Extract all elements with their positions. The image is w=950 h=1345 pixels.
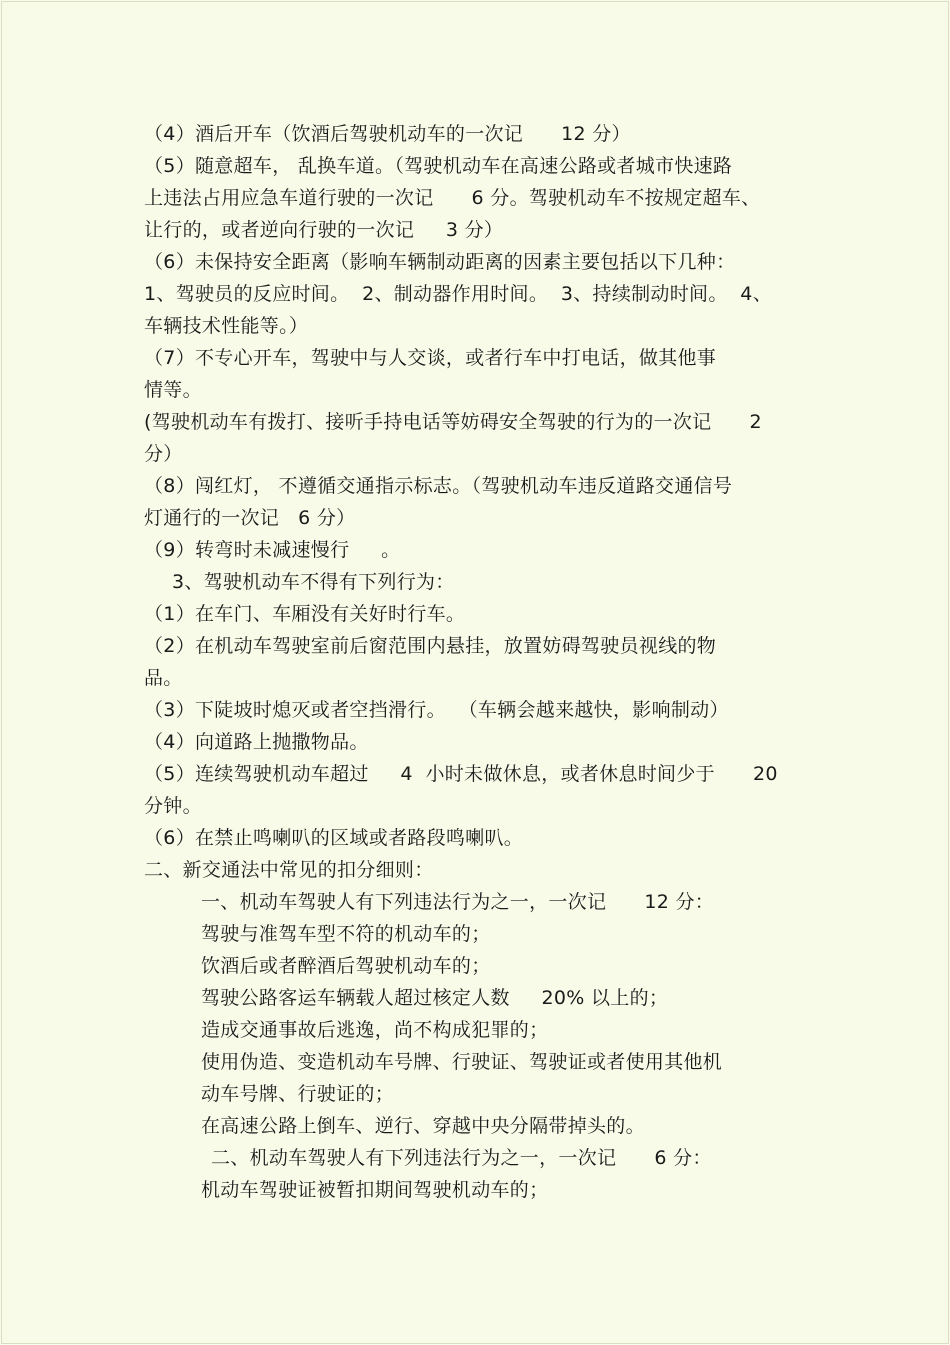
text-line: (驾驶机动车有拨打、接听手持电话等妨碍安全驾驶的行为的一次记 2 bbox=[144, 411, 762, 433]
text-line: （9）转弯时未减速慢行 。 bbox=[144, 539, 401, 561]
text-line: 分钟。 bbox=[144, 795, 202, 817]
text-line: 车辆技术性能等。） bbox=[144, 315, 309, 337]
text-line: 灯通行的一次记 6 分） bbox=[144, 507, 356, 529]
text-line: 二、机动车驾驶人有下列违法行为之一，一次记 6 分： bbox=[211, 1147, 712, 1169]
text-line: 一、机动车驾驶人有下列违法行为之一，一次记 12 分： bbox=[201, 891, 715, 913]
text-line: 动车号牌、行驶证的； bbox=[201, 1083, 395, 1105]
text-line: （4）酒后开车（饮酒后驾驶机动车的一次记 12 分） bbox=[144, 123, 631, 145]
text-line: （5）随意超车， 乱换车道。（驾驶机动车在高速公路或者城市快速路 bbox=[144, 155, 733, 177]
document-body bbox=[144, 118, 809, 1206]
text-line: （3）下陡坡时熄灭或者空挡滑行。 （车辆会越来越快，影响制动） bbox=[144, 699, 729, 721]
text-line: 饮酒后或者醉酒后驾驶机动车的； bbox=[201, 955, 491, 977]
text-line: （8）闯红灯， 不遵循交通指示标志。（驾驶机动车违反道路交通信号 bbox=[144, 475, 733, 497]
text-line: （6）在禁止鸣喇叭的区域或者路段鸣喇叭。 bbox=[144, 827, 524, 849]
text-line: 情等。 bbox=[144, 379, 202, 401]
text-line: 使用伪造、变造机动车号牌、行驶证、驾驶证或者使用其他机 bbox=[201, 1051, 723, 1073]
text-line: 二、新交通法中常见的扣分细则： bbox=[144, 859, 434, 881]
text-line: 品。 bbox=[144, 667, 183, 689]
text-line: 1、驾驶员的反应时间。 2、制动器作用时间。 3、持续制动时间。 4、 bbox=[144, 283, 772, 305]
text-line: （7）不专心开车，驾驶中与人交谈，或者行车中打电话，做其他事 bbox=[144, 347, 717, 369]
text-line: （4）向道路上抛撒物品。 bbox=[144, 731, 369, 753]
text-line: 3、驾驶机动车不得有下列行为： bbox=[172, 571, 455, 593]
text-line: 在高速公路上倒车、逆行、穿越中央分隔带掉头的。 bbox=[201, 1115, 645, 1137]
text-line: 分） bbox=[144, 443, 183, 465]
text-line: （1）在车门、车厢没有关好时行车。 bbox=[144, 603, 466, 625]
text-line: （2）在机动车驾驶室前后窗范围内悬挂，放置妨碍驾驶员视线的物 bbox=[144, 635, 717, 657]
text-line: 驾驶公路客运车辆载人超过核定人数 20% 以上的； bbox=[201, 987, 669, 1009]
text-line: 上违法占用应急车道行驶的一次记 6 分。驾驶机动车不按规定超车、 bbox=[144, 187, 761, 209]
text-line: 造成交通事故后逃逸，尚不构成犯罪的； bbox=[201, 1019, 549, 1041]
text-line: 驾驶与准驾车型不符的机动车的； bbox=[201, 923, 491, 945]
text-line: 让行的，或者逆向行驶的一次记 3 分） bbox=[144, 219, 504, 241]
text-line: （6）未保持安全距离（影响车辆制动距离的因素主要包括以下几种： bbox=[144, 251, 736, 273]
text-line: （5）连续驾驶机动车超过 4 小时未做休息，或者休息时间少于 20 bbox=[144, 763, 778, 785]
text-line: 机动车驾驶证被暂扣期间驾驶机动车的； bbox=[201, 1179, 549, 1201]
